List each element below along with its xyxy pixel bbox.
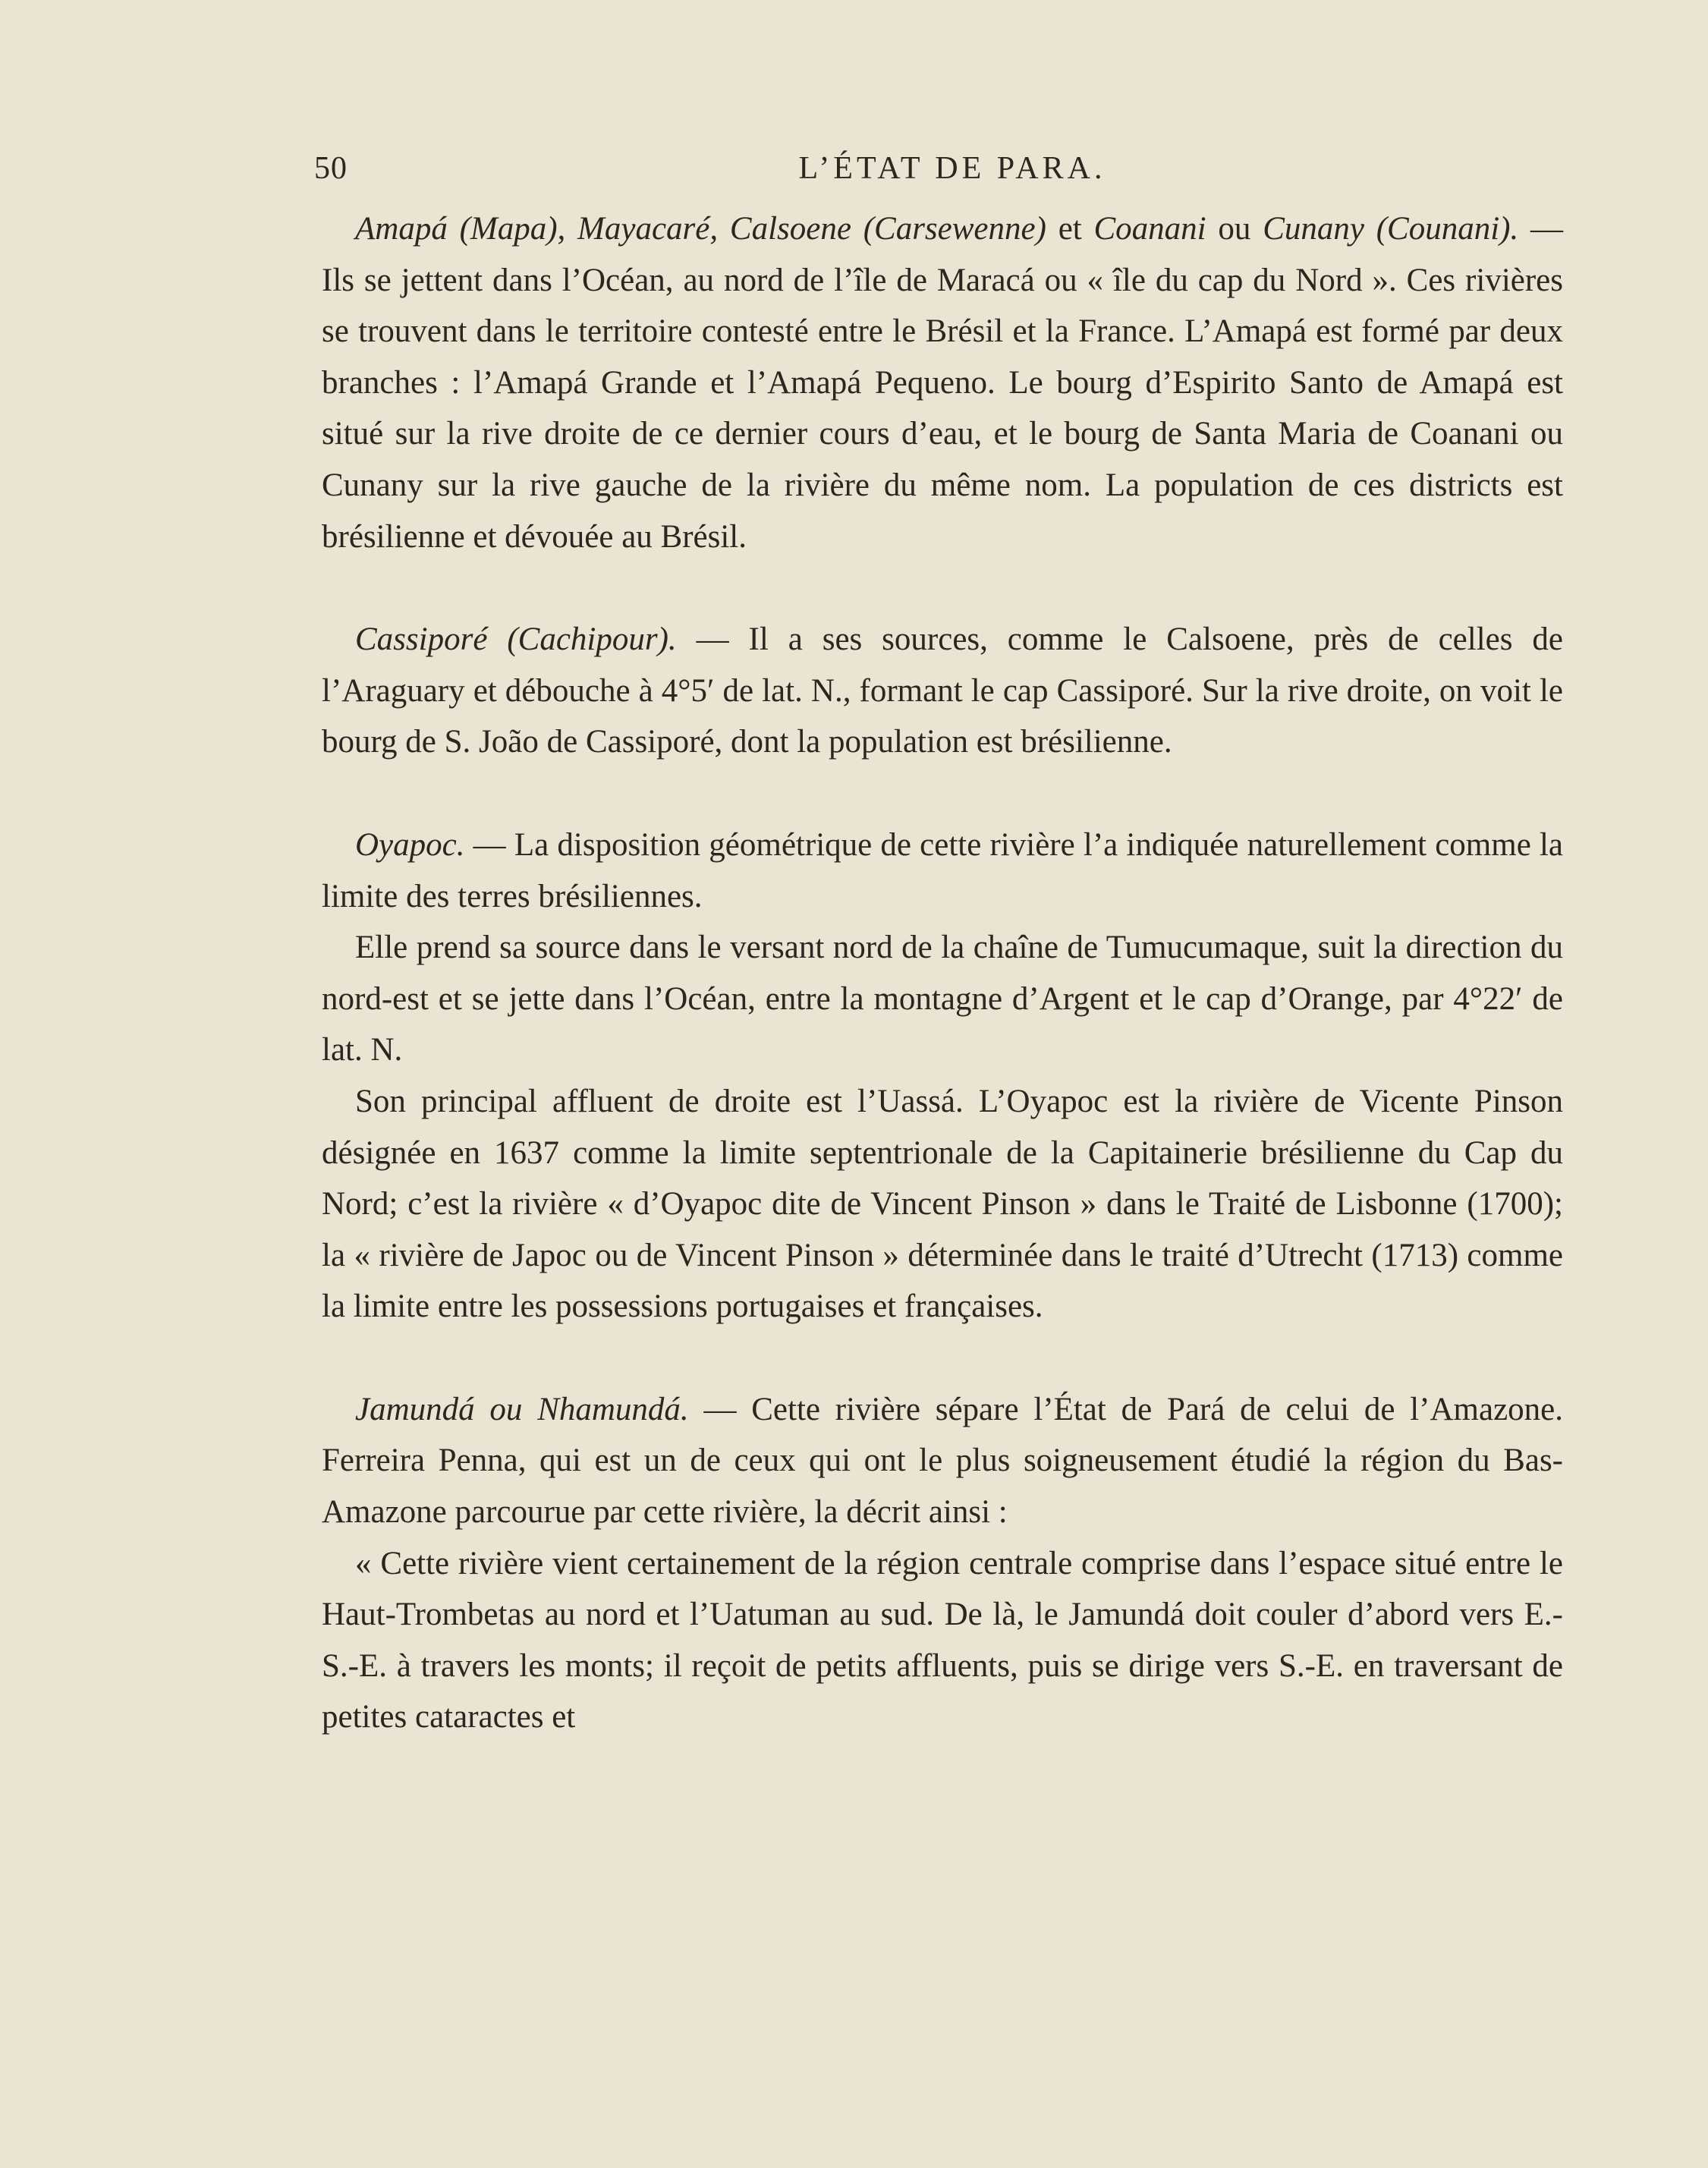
- paragraph-text: — La disposition géométrique de cette rivière l’a indiquée naturellement comme la limite des terres brésiliennes.: [322, 826, 1563, 914]
- paragraph-oyapoc-affluent: [322, 1076, 1563, 1333]
- river-heading: Coanani: [1093, 211, 1206, 247]
- paragraph-text: — Il a ses sources, comme le Calsoene, près de celles de l’Araguary et débouche à 4°5′ de lat. N., formant le cap Cassiporé. Sur la rive droite, on voit le bourg de S. João de Cassiporé, dont la population est brésilienne.: [322, 621, 1563, 760]
- paragraph-amapa: [322, 203, 1563, 562]
- river-heading: Amapá (Mapa), Mayacaré, Calsoene (Carsewenne): [355, 211, 1046, 247]
- heading-connector: ou: [1206, 211, 1263, 247]
- paragraph-oyapoc-source: [322, 922, 1563, 1076]
- river-heading: Oyapoc.: [355, 826, 465, 863]
- paragraph-text: « Cette rivière vient certainement de la région centrale comprise dans l’espace situé entre le Haut-Trombetas au nord et l’Uatuman au sud. De là, le Jamundá doit couler d’abord vers E.-S.-E. à travers les monts; il reçoit de petits affluents, puis se dirige vers S.-E. en traversant de petites cataractes et: [322, 1545, 1563, 1735]
- page-header: [311, 143, 1571, 196]
- river-heading: Cassiporé (Cachipour).: [355, 621, 677, 658]
- paragraph-text: Elle prend sa source dans le versant nord de la chaîne de Tumucumaque, suit la direction du nord-est et se jette dans l’Océan, entre la montagne d’Argent et le cap d’Orange, par 4°22′ de lat. N.: [322, 930, 1563, 1068]
- body-text: [322, 203, 1563, 1743]
- paragraph-jamunda-quote: [322, 1538, 1563, 1743]
- river-heading: Jamundá ou Nhamundá.: [355, 1391, 689, 1427]
- paragraph-text: — Ils se jettent dans l’Océan, au nord de l’île de Maracá ou « île du cap du Nord ». Ces rivières se trouvent dans le territoire contesté entre le Brésil et la France. L’Amapá est formé par deux branches : l’Amapá Grande et l’Amapá Pequeno. Le bourg d’Espirito Santo de Amapá est situé sur la rive droite de ce dernier cours d’eau, et le bourg de Santa Maria de Coanani ou Cunany sur la rive gauche de la rivière du même nom. La population de ces districts est brésilienne et dévouée au Brésil.: [322, 211, 1564, 555]
- paragraph-text: Son principal affluent de droite est l’Uassá. L’Oyapoc est la rivière de Vicente Pinson désignée en 1637 comme la limite septentrionale de la Capitainerie brésilienne du Cap du Nord; c’est la rivière « d’Oyapoc dite de Vincent Pinson » dans le Traité de Lisbonne (1700); la « rivière de Japoc ou de Vincent Pinson » déterminée dans le traité d’Utrecht (1713) comme la limite entre les possessions portugaises et françaises.: [322, 1083, 1563, 1325]
- page-number: 50: [314, 151, 348, 186]
- paragraph-text: — Cette rivière sépare l’État de Pará de celui de l’Amazone. Ferreira Penna, qui est un de ceux qui ont le plus soigneusement étudié la région du Bas-Amazone parcourue par cette rivière, la décrit ainsi :: [322, 1391, 1563, 1531]
- river-heading: Cunany (Counani).: [1263, 211, 1519, 247]
- paragraph-oyapoc: [322, 820, 1563, 922]
- running-title: L’ÉTAT DE PARA.: [798, 151, 1106, 186]
- heading-connector: et: [1046, 211, 1094, 247]
- paragraph-cassipore: [322, 614, 1563, 768]
- paragraph-jamunda: [322, 1384, 1563, 1538]
